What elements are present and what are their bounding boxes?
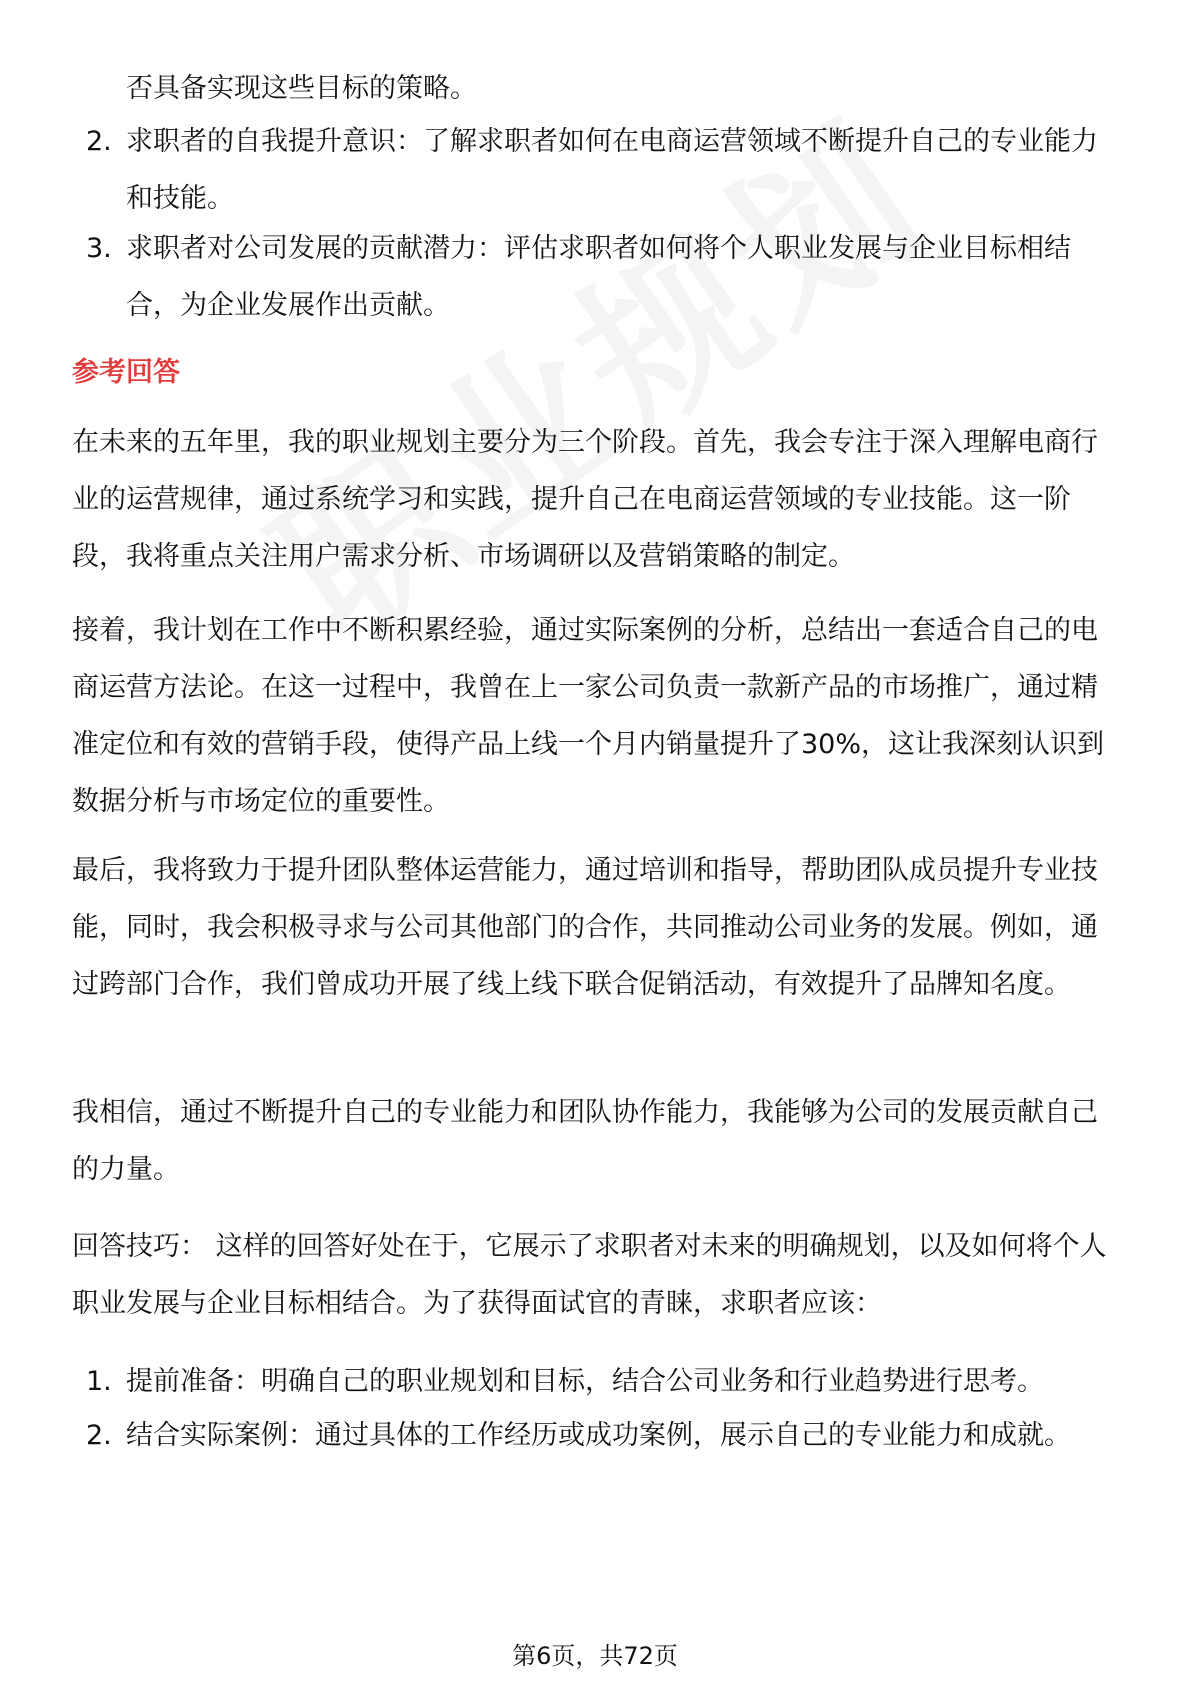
- paragraph: 我相信，通过不断提升自己的专业能力和团队协作能力，我能够为公司的发展贡献自己的力量。: [72, 1097, 1098, 1185]
- list-number: 2.: [86, 126, 112, 157]
- list-text: 提前准备：明确自己的职业规划和目标，结合公司业务和行业趋势进行思考。: [126, 1366, 1044, 1397]
- continuation-text: 否具备实现这些目标的策略。: [126, 73, 477, 104]
- paragraph: 接着，我计划在工作中不断积累经验，通过实际案例的分析，总结出一套适合自己的电商运营方法论。在这一过程中，我曾在上一家公司负责一款新产品的市场推广，通过精准定位和有效的营销手段，使得产品上线一个月内销量提升了30%，这让我深刻认识到数据分析与市场定位的重要性。: [72, 615, 1105, 817]
- list-item: [72, 113, 1117, 227]
- list-number: 1.: [86, 1366, 112, 1397]
- list-number: 2.: [86, 1420, 112, 1451]
- list-text: 结合实际案例：通过具体的工作经历或成功案例，展示自己的专业能力和成就。: [126, 1420, 1071, 1451]
- list-text: 求职者对公司发展的贡献潜力：评估求职者如何将个人职业发展与企业目标相结合，为企业发展作出贡献。: [126, 233, 1071, 321]
- list-number: 3.: [86, 233, 112, 264]
- section-heading: 参考回答: [72, 357, 180, 388]
- list-text: 求职者的自我提升意识：了解求职者如何在电商运营领域不断提升自己的专业能力和技能。: [126, 126, 1098, 214]
- paragraph: 最后，我将致力于提升团队整体运营能力，通过培训和指导，帮助团队成员提升专业技能，同时，我会积极寻求与公司其他部门的合作，共同推动公司业务的发展。例如，通过跨部门合作，我们曾成功开展了线上线下联合促销活动，有效提升了品牌知名度。: [72, 855, 1098, 1000]
- list-item: [72, 1353, 1117, 1410]
- list-item: [72, 1407, 1117, 1464]
- page-footer: 第6页，共72页: [512, 1642, 678, 1670]
- paragraph: 在未来的五年里，我的职业规划主要分为三个阶段。首先，我会专注于深入理解电商行业的运营规律，通过系统学习和实践，提升自己在电商运营领域的专业技能。这一阶段，我将重点关注用户需求分析、市场调研以及营销策略的制定。: [72, 427, 1098, 572]
- list-item: [72, 220, 1117, 334]
- paragraph: 回答技巧： 这样的回答好处在于，它展示了求职者对未来的明确规划，以及如何将个人职业发展与企业目标相结合。为了获得面试官的青睐，求职者应该：: [72, 1231, 1107, 1319]
